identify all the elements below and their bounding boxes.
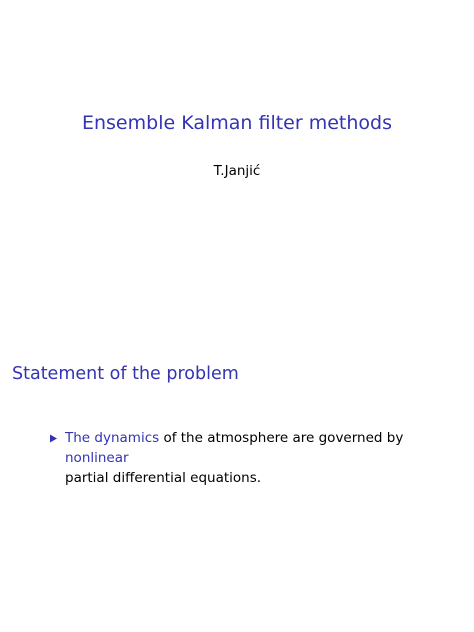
bullet-item (65, 428, 465, 488)
bullet-highlight-nonlinear: nonlinear (65, 450, 129, 466)
presentation-title: Ensemble Kalman filter methods (81, 112, 392, 134)
author-name: T.Janjić (213, 163, 261, 179)
bullet-highlight-dynamics: The dynamics (65, 430, 160, 446)
frame-title: Statement of the problem (12, 364, 239, 384)
bullet-text-middle: of the atmosphere are governed by (159, 430, 404, 446)
bullet-text-line2: partial differential equations. (65, 470, 262, 486)
bullet-triangle-icon (49, 434, 58, 443)
